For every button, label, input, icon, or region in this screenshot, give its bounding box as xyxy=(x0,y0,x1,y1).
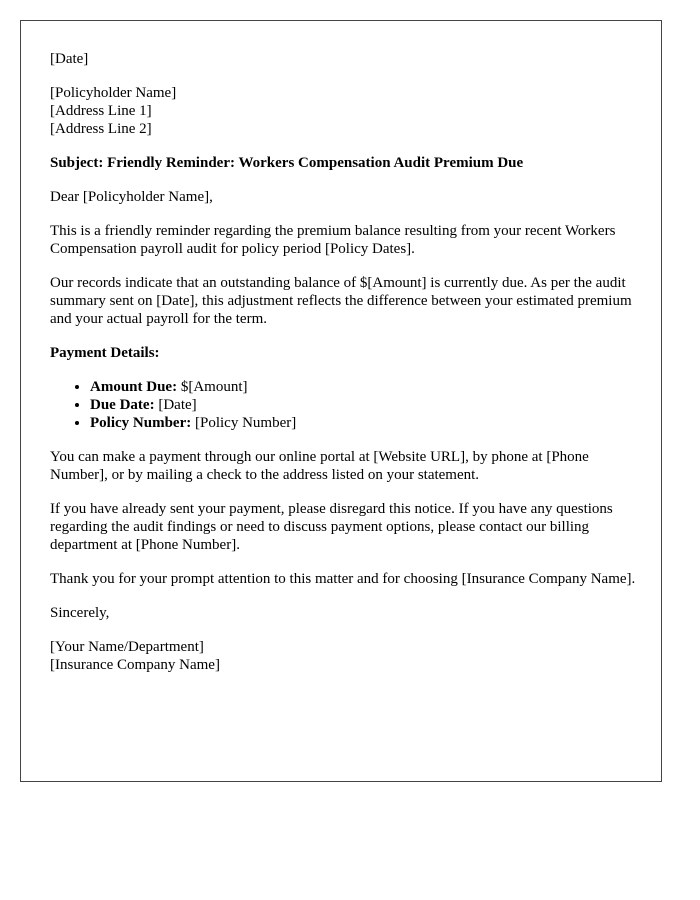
signature-company: [Insurance Company Name] xyxy=(50,657,220,673)
signature-block xyxy=(50,638,636,674)
amount-due-value: $[Amount] xyxy=(177,379,248,395)
letter-page xyxy=(20,20,662,782)
thank-you-paragraph: Thank you for your prompt attention to this matter and for choosing [Insurance Company Name]. xyxy=(50,571,636,587)
body-paragraph-2: Our records indicate that an outstanding balance of $[Amount] is currently due. As per the audit summary sent on [Date], this adjustment reflects the difference between your estimated premium and your actual payroll for the term. xyxy=(50,275,632,327)
address-line-1: [Address Line 1] xyxy=(50,103,152,119)
due-date-value: [Date] xyxy=(154,397,197,413)
amount-due-label: Amount Due: xyxy=(90,379,178,395)
payment-details-list xyxy=(50,378,636,432)
signature-name: [Your Name/Department] xyxy=(50,639,204,655)
payment-details-heading: Payment Details: xyxy=(50,345,160,361)
policy-number-label: Policy Number: xyxy=(90,415,192,431)
address-line-2: [Address Line 2] xyxy=(50,121,152,137)
letter-body xyxy=(50,50,636,674)
payment-methods-paragraph: You can make a payment through our online portal at [Website URL], by phone at [Phone Number], or by mailing a check to the address listed on your statement. xyxy=(50,449,589,483)
list-item-policy-number xyxy=(90,414,636,432)
list-item-due-date xyxy=(90,396,636,414)
subject-line: Subject: Friendly Reminder: Workers Compensation Audit Premium Due xyxy=(50,155,524,171)
salutation: Dear [Policyholder Name], xyxy=(50,189,213,205)
recipient-name: [Policyholder Name] xyxy=(50,85,177,101)
recipient-address xyxy=(50,84,636,138)
policy-number-value: [Policy Number] xyxy=(191,415,297,431)
list-item-amount-due xyxy=(90,378,636,396)
sign-off: Sincerely, xyxy=(50,605,110,621)
due-date-label: Due Date: xyxy=(90,397,155,413)
letter-date: [Date] xyxy=(50,51,89,67)
disregard-paragraph: If you have already sent your payment, please disregard this notice. If you have any questions regarding the audit findings or need to discuss payment options, please contact our billing department at [Phone Number]. xyxy=(50,501,613,553)
body-paragraph-1: This is a friendly reminder regarding the premium balance resulting from your recent Workers Compensation payroll audit for policy period [Policy Dates]. xyxy=(50,223,616,257)
